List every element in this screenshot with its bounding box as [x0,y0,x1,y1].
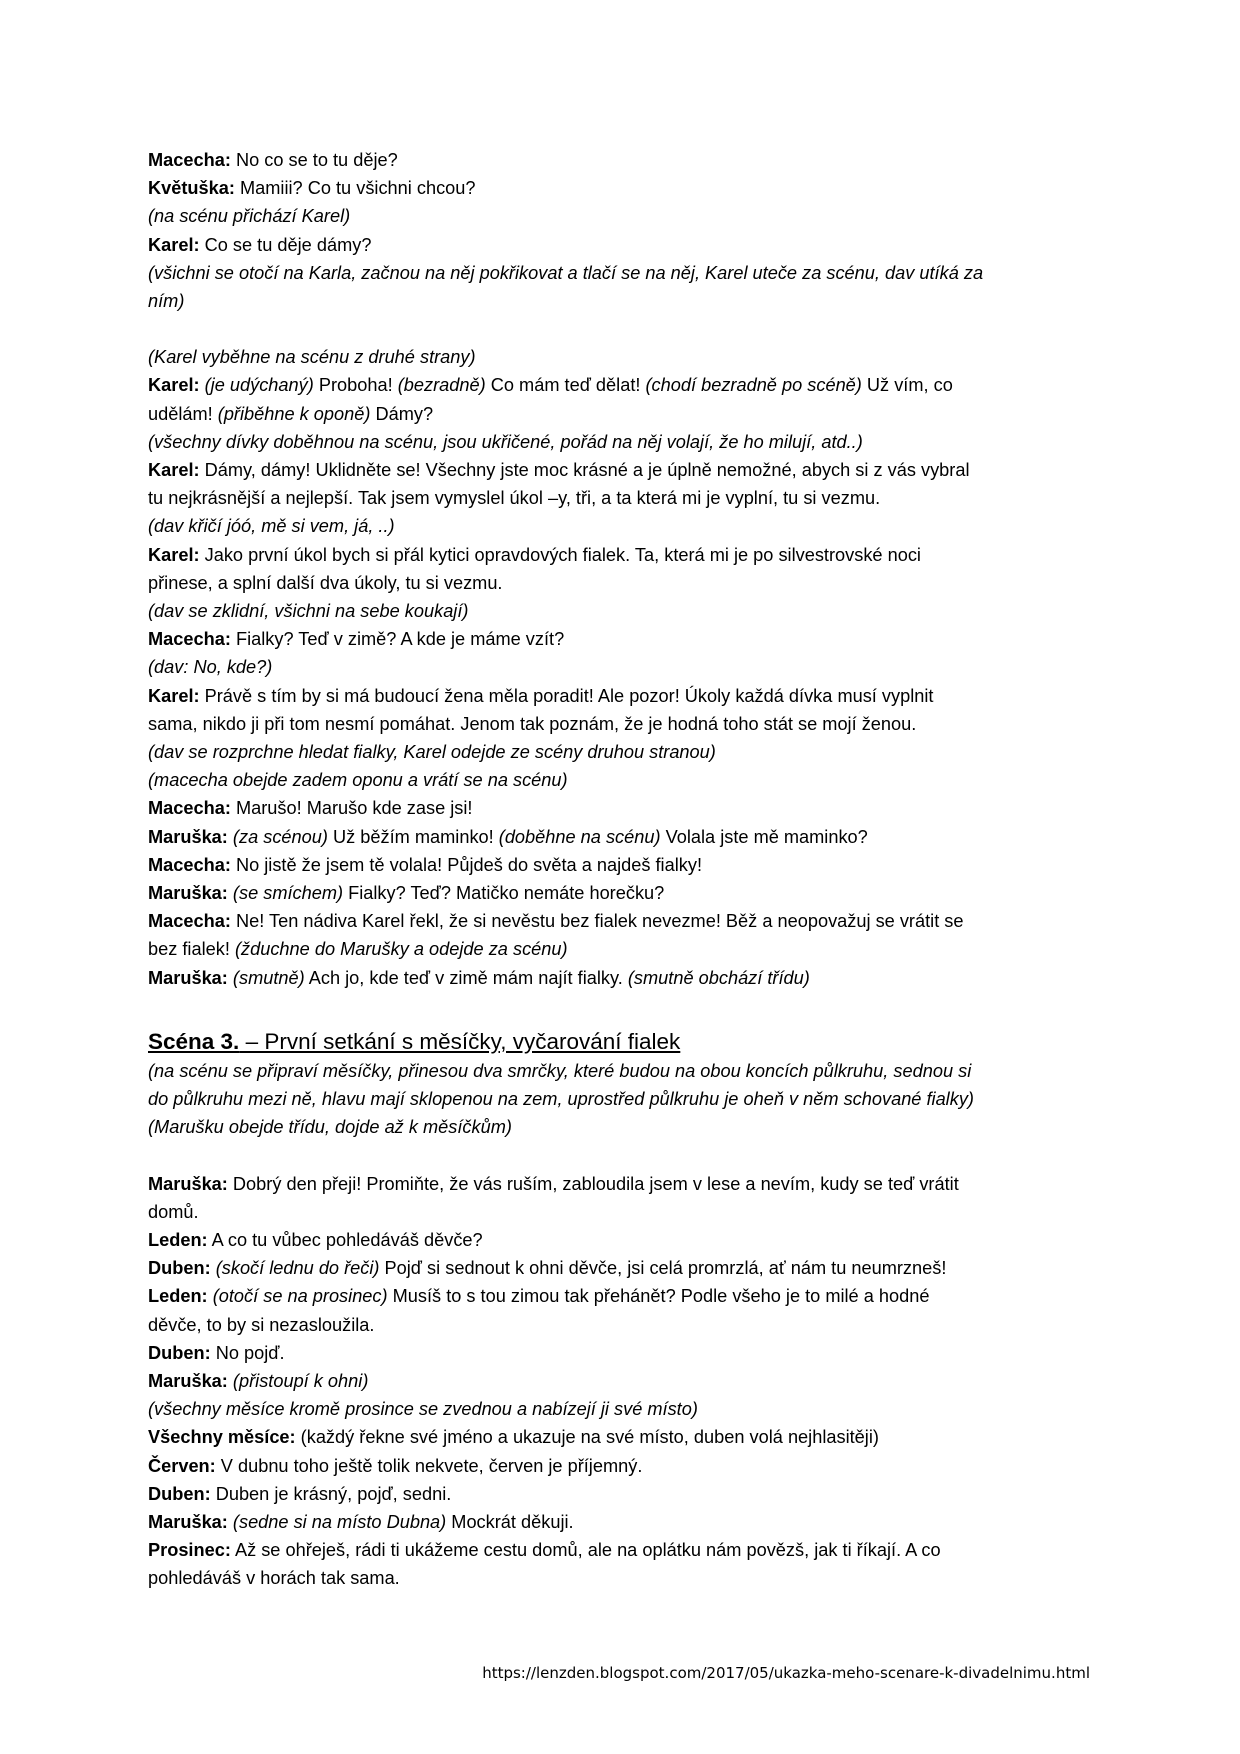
speaker-name: Maruška: [148,826,228,847]
line-text: Už běžím maminko! [327,826,499,847]
script-line [148,1311,1100,1339]
dialogue-line [148,1367,1100,1395]
script-line [148,512,1100,540]
dialogue-line [148,1254,1100,1282]
line-text: udělám! [148,403,218,424]
stage-direction: (Karel vyběhne na scénu z druhé strany) [148,347,476,368]
scene-heading [148,1026,1100,1057]
stage-direction: (doběhne na scénu) [498,826,661,847]
script-line [148,653,1100,681]
line-text: Volala jste mě maminko? [660,826,868,847]
line-text: Duben je krásný, pojď, sedni. [210,1483,452,1504]
line-text: děvče, to by si nezasloužila. [148,1314,375,1335]
line-text: bez fialek! [148,939,235,960]
script-line [148,1395,1100,1423]
stage-direction: (macecha obejde zadem oponu a vrátí se na scénu) [148,770,568,791]
script-line [148,710,1100,738]
dialogue-line [148,625,1100,653]
script-line [148,1198,1100,1226]
dialogue-line [148,1508,1100,1536]
stage-direction: (všichni se otočí na Karla, začnou na něj pokřikovat a tlačí se na něj, Karel uteče za scénu, dav utíká za [148,262,984,283]
speaker-name: Maruška: [148,1173,228,1194]
speaker-name: Karel: [148,544,200,565]
line-text: Až se ohřeješ, rádi ti ukážeme cestu domů, ale na oplátku nám povězš, jak ti říkají. A co [230,1540,941,1561]
dialogue-line [148,174,1100,202]
line-text: Ne! Ten nádiva Karel řekl, že si nevěstu bez fialek nevezme! Běž a neopovažuj se vrátit se [230,911,964,932]
speaker-name: Macecha: [148,911,231,932]
line-text: přinese, a splní další dva úkoly, tu si vezmu. [148,572,503,593]
dialogue-line [148,964,1100,992]
speaker-name: Duben: [148,1258,211,1279]
line-text: A co tu vůbec pohledáváš děvče? [207,1229,483,1250]
speaker-name: Květuška: [148,178,235,199]
stage-direction: (všechny dívky doběhnou na scénu, jsou ukřičené, pořád na něj volají, že ho milují, atd..) [148,431,863,452]
dialogue-line [148,794,1100,822]
script-line [148,400,1100,428]
stage-direction: (bezradně) [397,375,486,396]
speaker-name: Maruška: [148,967,228,988]
line-text: Musíš to s tou zimou tak přehánět? Podle všeho je to milé a hodné [387,1286,930,1307]
dialogue-line [148,1339,1100,1367]
line-text: Marušo! Marušo kde zase jsi! [230,798,473,819]
line-text: Ach jo, kde teď v zimě mám najít fialky. [304,967,628,988]
stage-direction: (se smíchem) [232,883,344,904]
stage-direction: (na scénu se připraví měsíčky, přinesou dva smrčky, které budou na obou koncích půlkruhu, sednou si [148,1060,972,1081]
dialogue-line [148,1282,1100,1310]
script-line [148,202,1100,230]
speaker-name: Maruška: [148,1370,228,1391]
stage-direction: (dav se zklidní, všichni na sebe koukají) [148,601,469,622]
line-text: V dubnu toho ještě tolik nekvete, červen je příjemný. [215,1455,643,1476]
dialogue-line [148,1423,1100,1451]
speaker-name: Macecha: [148,854,231,875]
dialogue-line [148,371,1100,399]
script-line [148,766,1100,794]
speaker-name: Všechny měsíce: [148,1427,296,1448]
speaker-name: Karel: [148,234,200,255]
stage-direction: (všechny měsíce kromě prosince se zvednou a nabízejí ji své místo) [148,1399,698,1420]
script-line [148,1564,1100,1592]
stage-direction: ním) [148,291,185,312]
script-line [148,1057,1100,1085]
line-text: Dobrý den přeji! Promiňte, že vás ruším, zabloudila jsem v lese a nevím, kudy se teď vrátit [227,1173,959,1194]
script-page [148,146,1100,1593]
stage-direction: (dav: No, kde?) [148,657,273,678]
dialogue-line [148,1170,1100,1198]
line-text: pohledáváš v horách tak sama. [148,1568,400,1589]
line-text: sama, nikdo ji při tom nesmí pomáhat. Jenom tak poznám, že je hodná toho stát se mojí ženou. [148,713,917,734]
speaker-name: Karel: [148,460,200,481]
script-line [148,259,1100,287]
stage-direction: (smutně obchází třídu) [627,967,810,988]
script-line [148,569,1100,597]
scene-title: – První setkání s měsíčky, vyčarování fialek [239,1028,681,1054]
dialogue-line [148,1536,1100,1564]
line-text: Právě s tím by si má budoucí žena měla poradit! Ale pozor! Úkoly každá dívka musí vyplnit [199,685,934,706]
line-text: Už vím, co [861,375,953,396]
dialogue-line [148,231,1100,259]
blank-line [148,1142,1100,1170]
speaker-name: Maruška: [148,1511,228,1532]
stage-direction: (žduchne do Marušky a odejde za scénu) [234,939,568,960]
script-line [148,428,1100,456]
line-text: Co se tu děje dámy? [199,234,372,255]
speaker-name: Maruška: [148,883,228,904]
dialogue-line [148,682,1100,710]
dialogue-line [148,851,1100,879]
script-line [148,1085,1100,1113]
blank-line [148,315,1100,343]
script-line [148,597,1100,625]
speaker-name: Macecha: [148,798,231,819]
stage-direction: (za scénou) [232,826,328,847]
stage-direction: (sedne si na místo Dubna) [232,1511,447,1532]
speaker-name: Duben: [148,1483,211,1504]
script-line [148,343,1100,371]
dialogue-line [148,823,1100,851]
line-text: No pojď. [210,1342,285,1363]
dialogue-line [148,1452,1100,1480]
dialogue-line [148,1226,1100,1254]
dialogue-line [148,541,1100,569]
stage-direction: (otočí se na prosinec) [212,1286,388,1307]
stage-direction: (Marušku obejde třídu, dojde až k měsíčkům) [148,1117,512,1138]
stage-direction: (přistoupí k ohni) [232,1370,369,1391]
line-text: No jistě že jsem tě volala! Půjdeš do světa a najdeš fialky! [230,854,702,875]
line-text: Jako první úkol bych si přál kytici opravdových fialek. Ta, která mi je po silvestrovské noci [199,544,921,565]
dialogue-line [148,907,1100,935]
line-text: (každý řekne své jméno a ukazuje na své místo, duben volá nejhlasitěji) [295,1427,879,1448]
source-url-footer: https://lenzden.blogspot.com/2017/05/ukazka-meho-scenare-k-divadelnimu.html [482,1664,1090,1682]
dialogue-line [148,1480,1100,1508]
speaker-name: Prosinec: [148,1540,231,1561]
line-text: domů. [148,1201,199,1222]
speaker-name: Karel: [148,685,200,706]
stage-direction: (dav se rozprchne hledat fialky, Karel odejde ze scény druhou stranou) [148,742,716,763]
stage-direction: (smutně) [232,967,305,988]
dialogue-line [148,879,1100,907]
speaker-name: Macecha: [148,629,231,650]
script-line [148,484,1100,512]
line-text: Co mám teď dělat! [485,375,646,396]
stage-direction: do půlkruhu mezi ně, hlavu mají sklopenou na zem, uprostřed půlkruhu je oheň v něm schované fialky) [148,1089,974,1110]
scene-number: Scéna 3. [148,1028,240,1054]
speaker-name: Duben: [148,1342,211,1363]
dialogue-line [148,146,1100,174]
stage-direction: (chodí bezradně po scéně) [645,375,862,396]
line-text: Mockrát děkuji. [446,1511,574,1532]
speaker-name: Leden: [148,1229,208,1250]
stage-direction: (skočí lednu do řeči) [215,1258,380,1279]
line-text: Dámy, dámy! Uklidněte se! Všechny jste moc krásné a je úplně nemožné, abych si z vás vybral [199,460,970,481]
stage-direction: (dav křičí jóó, mě si vem, já, ..) [148,516,395,537]
line-text: tu nejkrásnější a nejlepší. Tak jsem vymyslel úkol –y, tři, a ta která mi je vyplní, tu si vezmu. [148,488,881,509]
script-line [148,287,1100,315]
speaker-name: Červen: [148,1455,216,1476]
dialogue-line [148,456,1100,484]
script-line [148,1113,1100,1141]
line-text: Pojď si sednout k ohni děvče, jsi celá promrzlá, ať nám tu neumrzneš! [379,1258,947,1279]
line-text: Fialky? Teď? Matičko nemáte horečku? [343,883,665,904]
script-line [148,738,1100,766]
stage-direction: (přiběhne k oponě) [217,403,371,424]
blank-line [148,992,1100,1026]
line-text: Fialky? Teď v zimě? A kde je máme vzít? [230,629,565,650]
script-line [148,935,1100,963]
line-text: No co se to tu děje? [230,150,398,170]
stage-direction: (je udýchaný) [204,375,314,396]
speaker-name: Karel: [148,375,200,396]
speaker-name: Macecha: [148,150,231,170]
speaker-name: Leden: [148,1286,208,1307]
line-text: Dámy? [370,403,434,424]
stage-direction: (na scénu přichází Karel) [148,206,351,227]
line-text: Mamiii? Co tu všichni chcou? [234,178,476,199]
line-text: Proboha! [313,375,398,396]
